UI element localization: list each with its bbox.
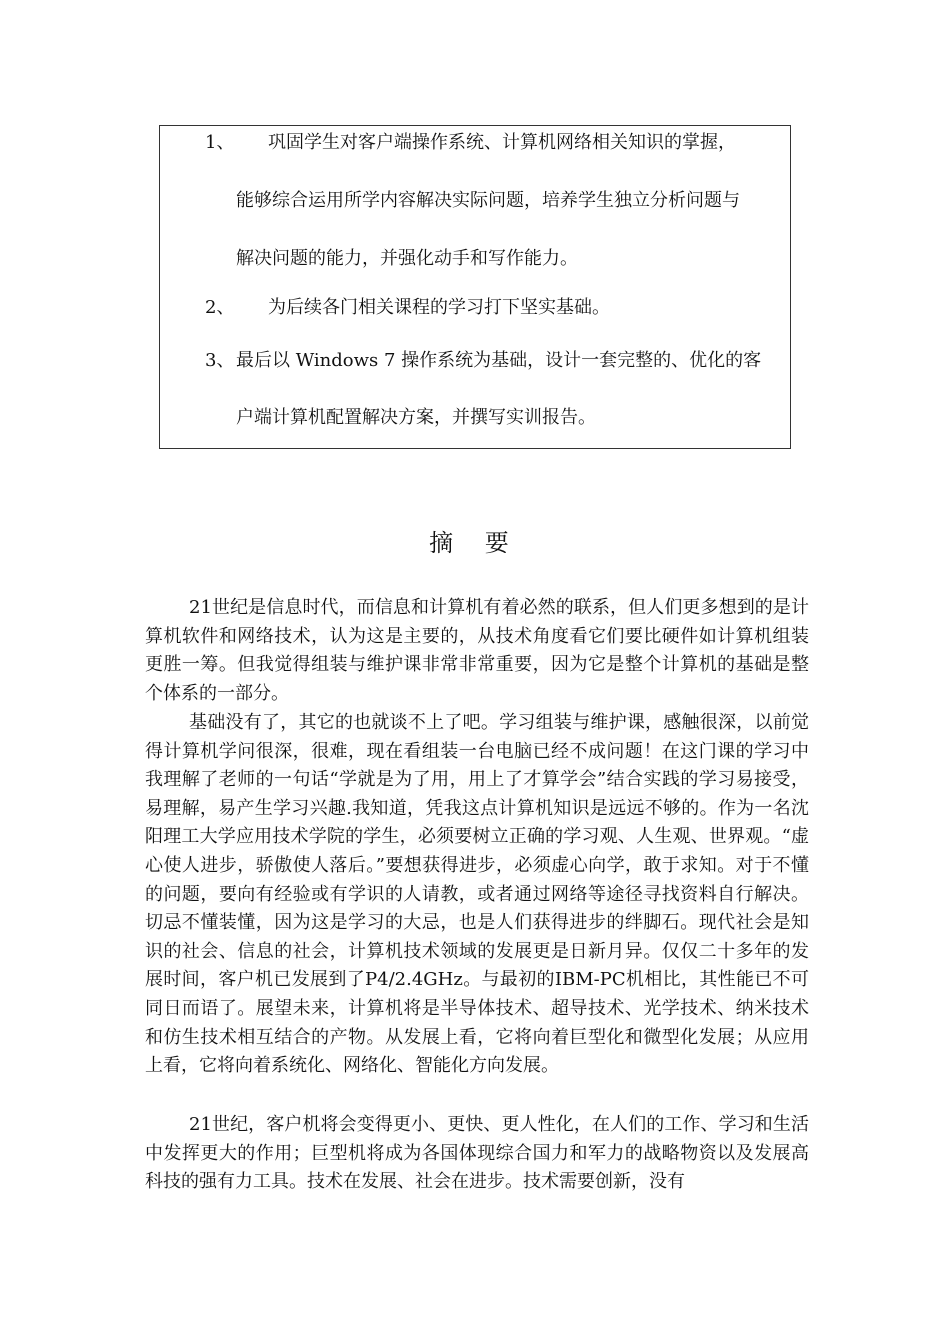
abstract-title: 摘 要 [429,529,521,557]
abstract-paragraph-1: 21世纪是信息时代，而信息和计算机有着必然的联系，但人们更多想到的是计算机软件和网络技术，认为这是主要的，从技术角度看它们要比硬件如计算机组装更胜一筹。但我觉得组装与维护课非常非常重要，因为它是整个计算机的基础是整个体系的一部分。 [145,597,809,704]
objective-3-number: 3、 [205,350,235,371]
objective-1-line-2: 能够综合运用所学内容解决实际问题，培养学生独立分析问题与 [236,190,740,211]
objective-2-line-1: 为后续各门相关课程的学习打下坚实基础。 [268,297,610,318]
abstract-paragraph-3: 21世纪，客户机将会变得更小、更快、更人性化，在人们的工作、学习和生活中发挥更大的作用；巨型机将成为各国体现综合国力和军力的战略物资以及发展高科技的强有力工具。技术在发展、社会在进步。技术需要创新，没有 [145,1114,809,1193]
objective-2-number: 2、 [205,297,235,318]
objective-1-line-3: 解决问题的能力，并强化动手和写作能力。 [236,248,578,269]
abstract-paragraph-2: 基础没有了，其它的也就谈不上了吧。学习组装与维护课，感触很深，以前觉得计算机学问很深，很难，现在看组装一台电脑已经不成问题！在这门课的学习中我理解了老师的一句话“学就是为了用，用上了才算学会”结合实践的学习易接受，易理解，易产生学习兴趣.我知道，凭我这点计算机知识是远远不够的。作为一名沈阳理工大学应用技术学院的学生，必须要树立正确的学习观、人生观、世界观。“虚心使人进步，骄傲使人落后。”要想获得进步，必须虚心向学，敢于求知。对于不懂的问题，要向有经验或有学识的人请教，或者通过网络等途径寻找资料自行解决。切忌不懂装懂，因为这是学习的大忌，也是人们获得进步的绊脚石。现代社会是知识的社会、信息的社会，计算机技术领域的发展更是日新月异。仅仅二十多年的发展时间，客户机已发展到了P4/2.4GHz。与最初的IBM-PC机相比，其性能已不可同日而语了。展望未来，计算机将是半导体技术、超导技术、光学技术、纳米技术和仿生技术相互结合的产物。从发展上看，它将向着巨型化和微型化发展；从应用上看，它将向着系统化、网络化、智能化方向发展。 [145,712,809,1077]
objective-1-number: 1、 [205,132,235,153]
objectives-box [159,125,791,449]
objective-1-line-1: 巩固学生对客户端操作系统、计算机网络相关知识的掌握， [268,132,736,153]
objective-3-line-2: 户端计算机配置解决方案，并撰写实训报告。 [236,407,596,428]
objective-3-line-1: 最后以 Windows 7 操作系统为基础，设计一套完整的、优化的客 [236,350,762,371]
